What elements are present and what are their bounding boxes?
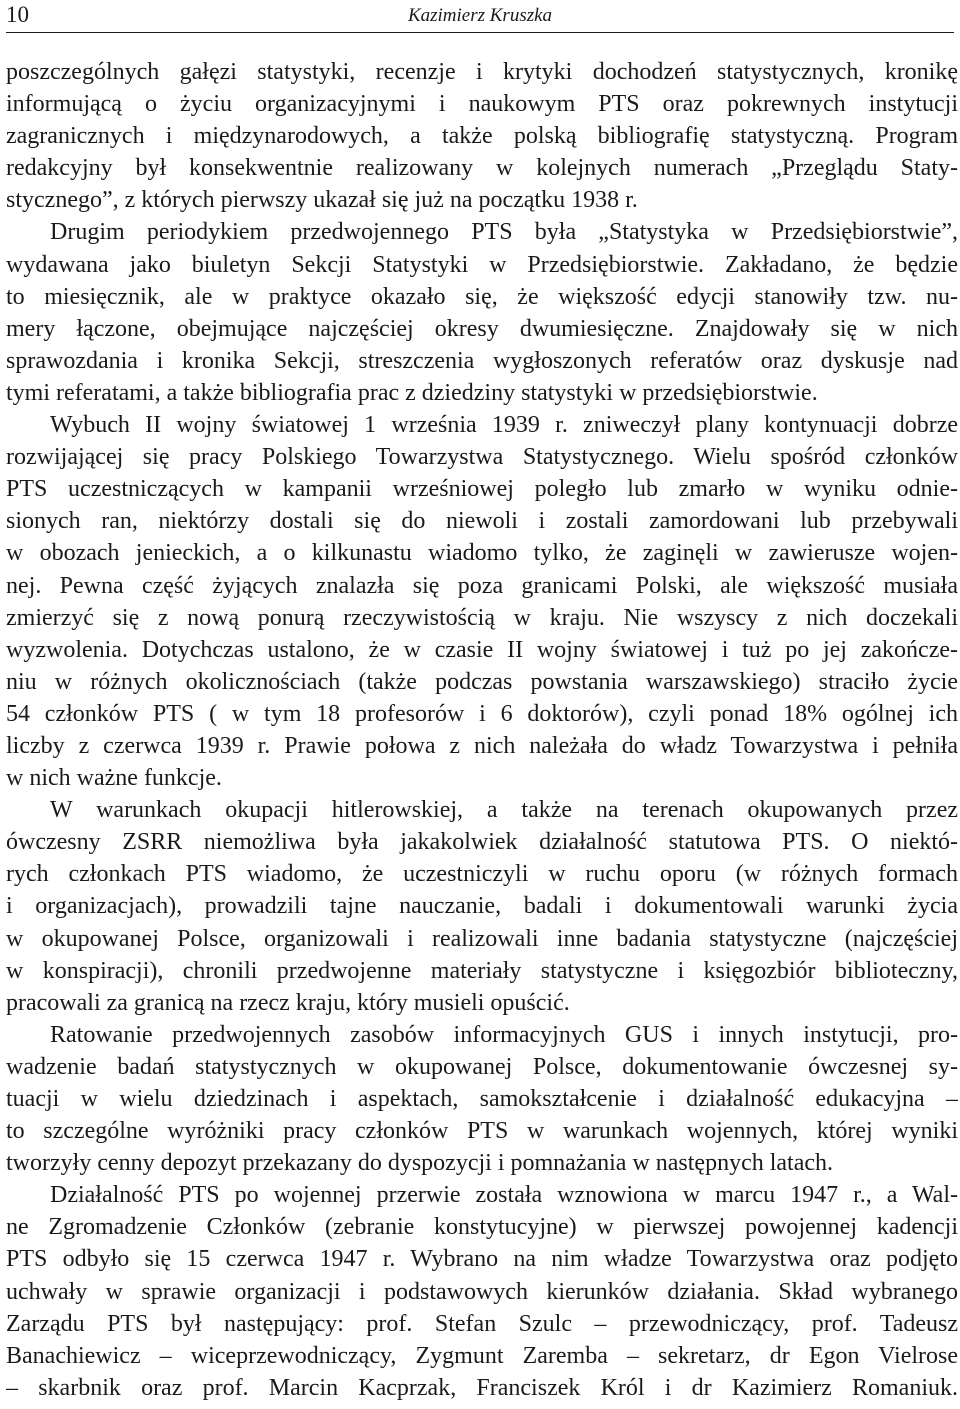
text-line: poszczególnych gałęzi statystyki, recenzje i krytyki dochodzeń statystycznych, kronikę (6, 59, 958, 85)
text-line: Ratowanie przedwojennych zasobów informacyjnych GUS i innych instytucji, pro- (50, 1021, 958, 1048)
paragraph (6, 409, 958, 794)
text-line: stycznego”, z których pierwszy ukazał się już na początku 1938 r. (6, 187, 638, 214)
text-line: rych członkach PTS wiadomo, że uczestniczyli w ruchu oporu (w różnych formach (6, 861, 958, 888)
text-line: sprawozdania i kronika Sekcji, streszczenia wygłoszonych referatów oraz dyskusje nad (6, 347, 958, 374)
text-line: Działalność PTS po wojennej przerwie została wznowiona w marcu 1947 r., a Wal- (50, 1182, 958, 1209)
text-line: w obozach jenieckich, a o kilkunastu wiadomo tylko, że zaginęli w zawierusze wojen- (6, 540, 958, 567)
text-line: PTS odbyło się 15 czerwca 1947 r. Wybrano na nim władze Towarzystwa oraz podjęto (6, 1246, 958, 1273)
text-line: tymi referatami, a także bibliografia prac z dziedziny statystyki w przedsiębiorstwie. (6, 379, 818, 406)
paragraph (6, 216, 958, 409)
text-line: w okupowanej Polsce, organizowali i realizowali inne badania statystyczne (najczęściej (6, 925, 958, 952)
text-line: niu w różnych okolicznościach (także podczas powstania warszawskiego) straciło życie (6, 668, 958, 695)
text-line: PTS uczestniczących w kampanii wrześniowej poległo lub zmarło w wyniku odnie- (6, 476, 958, 503)
text-line: zagranicznych i międzynarodowych, a także polską bibliografię statystyczną. Program (6, 123, 958, 150)
text-line: w konspiracji), chronili przedwojenne materiały statystyczne i księgozbiór biblioteczny, (6, 957, 958, 984)
text-line: tworzyły cenny depozyt przekazany do dyspozycji i pomnażania w następnych latach. (6, 1150, 834, 1177)
paragraph (6, 56, 958, 216)
text-line: liczby z czerwca 1939 r. Prawie połowa z nich należała do władz Towarzystwa i pełniła (6, 732, 958, 759)
text-line: informującą o życiu organizacyjnymi i naukowym PTS oraz pokrewnych instytucji (6, 91, 958, 118)
paragraph (6, 794, 958, 1019)
text-line: i organizacjach), prowadzili tajne nauczanie, badali i dokumentowali warunki życia (6, 893, 958, 920)
text-line: w nich ważne funkcje. (6, 765, 222, 792)
text-line: to miesięcznik, ale w praktyce okazało się, że większość edycji stanowiły tzw. nu- (6, 283, 958, 310)
text-line: wydawana jako biuletyn Sekcji Statystyki w Przedsiębiorstwie. Zakładano, że będzie (6, 251, 958, 278)
paragraph (6, 1019, 958, 1179)
text-line: ówczesny ZSRR niemożliwa była jakakolwiek działalność statutowa PTS. O niektó- (6, 829, 958, 856)
text-line: nej. Pewna część żyjących znalazła się poza granicami Polski, ale większość musiała (6, 572, 958, 599)
text-line: Zarządu PTS był następujący: prof. Stefan Szulc – przewodniczący, prof. Tadeusz (6, 1310, 958, 1337)
text-line: 54 członków PTS ( w tym 18 profesorów i 6 doktorów), czyli ponad 18% ogólnej ich (6, 700, 958, 727)
body-text (6, 56, 958, 1404)
text-line: mery łączone, obejmujące najczęściej okresy dwumiesięczne. Znajdowały się w nich (6, 315, 958, 342)
text-line: to szczególne wyróżniki pracy członków PTS w warunkach wojennych, której wyniki (6, 1118, 958, 1145)
text-line: ne Zgromadzenie Członków (zebranie konstytucyjne) w pierwszej powojennej kadencji (6, 1214, 958, 1241)
text-line: zmierzyć się z nową ponurą rzeczywistością w kraju. Nie wszyscy z nich doczekali (6, 604, 958, 631)
text-line: tuacji w wielu dziedzinach i aspektach, samokształcenie i działalność edukacyjna – (6, 1086, 958, 1112)
text-line: wyzwolenia. Dotychczas ustalono, że w czasie II wojny światowej i tuż po jej zakończe- (6, 636, 958, 663)
page-number: 10 (6, 2, 29, 27)
text-line: W warunkach okupacji hitlerowskiej, a także na terenach okupowanych przez (50, 797, 958, 824)
text-line: pracowali za granicą na rzecz kraju, który musieli opuścić. (6, 989, 570, 1016)
text-line: – skarbnik oraz prof. Marcin Kacprzak, Franciszek Król i dr Kazimierz Romaniuk. (6, 1374, 958, 1401)
running-head-author: Kazimierz Kruszka (407, 5, 553, 26)
text-line: uchwały w sprawie organizacji i podstawowych kierunków działania. Skład wybranego (6, 1278, 958, 1305)
running-head (6, 0, 954, 33)
paragraph (6, 1179, 958, 1404)
text-line: Drugim periodykiem przedwojennego PTS była „Statystyka w Przedsiębiorstwie”, (50, 219, 958, 246)
text-line: redakcyjny był konsekwentnie realizowany w kolejnych numerach „Przeglądu Staty- (6, 155, 958, 182)
text-line: Wybuch II wojny światowej 1 września 1939 r. zniweczył plany kontynuacji dobrze (50, 412, 958, 439)
text-line: Banachiewicz – wiceprzewodniczący, Zygmunt Zaremba – sekretarz, dr Egon Vielrose (6, 1342, 958, 1369)
text-line: sionych ran, niektórzy dostali się do niewoli i zostali zamordowani lub przebywali (6, 508, 958, 535)
text-line: wadzenie badań statystycznych w okupowanej Polsce, dokumentowanie ówczesnej sy- (6, 1053, 958, 1080)
text-line: rozwijającej się pracy Polskiego Towarzystwa Statystycznego. Wielu spośród członków (6, 444, 958, 471)
